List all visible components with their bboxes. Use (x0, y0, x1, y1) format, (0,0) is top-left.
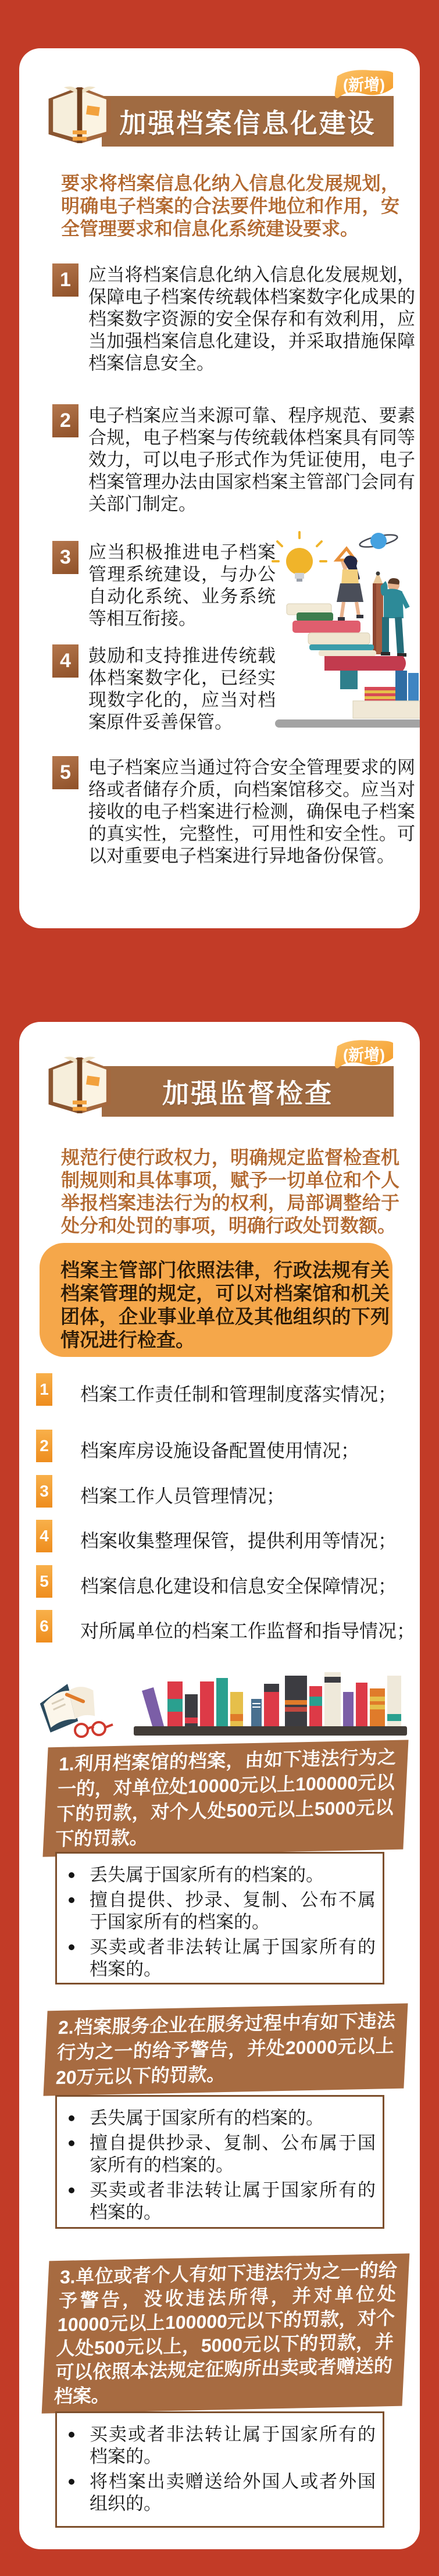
section-intro: 要求将档案信息化纳入信息化发展规划，明确电子档案的合法要件地位和作用，安全管理要求和信息化系统建设要求。 (61, 173, 399, 239)
bullet-item (63, 1864, 376, 1886)
glasses-icon (75, 1722, 113, 1737)
item-text: 档案收集整理保管，提供利用等情况； (80, 1530, 397, 1551)
bullet-item (63, 2132, 376, 2176)
new-badge (333, 1039, 395, 1072)
bullet-item (63, 1936, 376, 1980)
bullet-text: 买卖或者非法转让属于国家所有的档案的。 (90, 2424, 376, 2467)
penalty-bullet-box (55, 2411, 384, 2528)
item-text: 电子档案应当通过符合安全管理要求的网络或者储存介质，向档案馆移交。应当对接收的电子档案进行检测，确保电子档案的真实性，完整性，可用性和安全性。可以对重要电子档案进行异地备份保管。 (88, 757, 415, 866)
open-book-icon (45, 80, 115, 149)
item-number: 3 (36, 1475, 52, 1508)
bullet-dot-icon (69, 2187, 74, 2193)
new-badge (333, 69, 395, 102)
bullet-dot-icon (69, 2432, 74, 2438)
bullet-text: 丢失属于国家所有的档案的。 (90, 1865, 324, 1885)
bullet-dot-icon (69, 2140, 74, 2146)
shadow-bar (275, 719, 420, 728)
bookshelf (134, 1672, 407, 1736)
new-badge-label: (新增) (343, 1046, 385, 1064)
bullet-dot-icon (69, 2479, 74, 2485)
item-number: 6 (36, 1610, 52, 1642)
planet-icon (358, 529, 399, 553)
bullet-dot-icon (69, 2115, 74, 2121)
woman-figure (337, 555, 363, 621)
bullet-text: 擅自提供抄录、复制、公布属于国家所有的档案的。 (90, 2133, 376, 2175)
lightbulb-icon (273, 532, 326, 582)
item-text: 档案工作人员管理情况； (80, 1485, 285, 1506)
item-text: 对所属单位的档案工作监督和指导情况； (80, 1620, 416, 1641)
new-badge-label: (新增) (343, 76, 385, 94)
item-number: 5 (52, 756, 78, 789)
bullet-dot-icon (69, 1872, 74, 1878)
bullet-item (63, 2179, 376, 2224)
bullet-item (63, 2107, 376, 2129)
highlight-text: 档案主管部门依照法律，行政法规有关档案管理的规定，可以对档案馆和机关团体，企业事业单位及其他组织的下列情况进行检查。 (60, 1259, 390, 1351)
pencil-icon (373, 572, 383, 655)
card-supervision-inspection (19, 1022, 420, 2549)
people-on-book-stack-illustration (194, 525, 420, 730)
bullet-item (63, 2424, 376, 2468)
man-figure (381, 578, 408, 657)
section-header-banner (102, 96, 394, 147)
open-book-icon (45, 1050, 115, 1120)
bullet-text: 买卖或者非法转让属于国家所有的档案的。 (90, 1937, 376, 1979)
item-text: 鼓励和支持推进传统载体档案数字化，已经实现数字化的，应当对档案原件妥善保管。 (88, 646, 276, 732)
item-text: 档案信息化建设和信息安全保障情况； (80, 1576, 397, 1597)
penalty-bullet-box (55, 2095, 384, 2229)
penalty-bullet-box (55, 1852, 384, 1984)
section-header-banner (102, 1066, 394, 1117)
item-text: 应当将档案信息化纳入信息化发展规划，保障电子档案传统载体档案数字化成果的档案数字资源的安全保存和有效利用，应当加强档案信息化建设，并采取措施保障档案信息安全。 (88, 265, 415, 373)
bullet-item (63, 1889, 376, 1933)
bullet-dot-icon (69, 1944, 74, 1950)
section-intro: 规范行使行政权力，明确规定监督检查机制规则和具体事项，赋予一切单位和个人举报档案违法行为的权利，局部调整给于处分和处罚的事项，明确行政处罚数额。 (61, 1147, 399, 1236)
bullet-dot-icon (69, 1897, 74, 1903)
item-text: 档案工作责任制和管理制度落实情况； (80, 1384, 397, 1405)
bullet-item (63, 2471, 376, 2515)
bullet-text: 丢失属于国家所有的档案的。 (90, 2108, 324, 2128)
item-number: 3 (52, 541, 78, 574)
section-title: 加强监督检查 (162, 1078, 333, 1109)
bullet-text: 擅自提供、抄录、复制、公布不属于国家所有的档案的。 (90, 1890, 376, 1932)
card-archives-informatization (19, 48, 420, 928)
item-number: 1 (36, 1373, 52, 1406)
penalty-heading: 3.单位或者个人有如下违法行为之一的给予警告，没收违法所得，并对单位处10000元以上100000元以下的罚款，对个人处500元以上，5000元以下的罚款，并可以依照本法规定征购所出卖或者赠送的档案。 (42, 2253, 410, 2413)
penalty-heading: 1.利用档案馆的档案，由如下违法行为之一的，对单位处10000元以上100000元以下的罚款，对个人处500元以上5000元以下的罚款。 (42, 1740, 408, 1857)
item-number: 2 (52, 404, 78, 437)
highlight-box (40, 1243, 392, 1357)
section-title: 加强档案信息化建设 (119, 108, 376, 138)
penalty-heading: 2.档案服务企业在服务过程中有如下违法行为之一的给予警告，并处20000元以上20万元以下的罚款。 (43, 2003, 408, 2096)
item-number: 2 (36, 1430, 52, 1462)
item-text: 档案库房设施设备配置使用情况； (80, 1440, 360, 1461)
item-text: 应当积极推进电子档案管理系统建设，与办公自动化系统、业务系统等相互衔接。 (88, 542, 276, 629)
open-book-and-bookshelf-illustration (35, 1671, 412, 1742)
bullet-text: 买卖或者非法转让属于国家所有的档案的。 (90, 2180, 376, 2222)
item-number: 4 (52, 644, 78, 678)
item-text: 电子档案应当来源可靠、程序规范、要素合规，电子档案与传统载体档案具有同等效力，可以电子形式作为凭证使用，电子档案管理办法由国家档案主管部门会同有关部门制定。 (88, 405, 415, 514)
item-number: 1 (52, 263, 78, 297)
item-number: 4 (36, 1520, 52, 1552)
open-book-with-glasses (38, 1680, 99, 1734)
item-number: 5 (36, 1565, 52, 1598)
bullet-text: 将档案出卖赠送给外国人或者外国组织的。 (90, 2471, 376, 2514)
